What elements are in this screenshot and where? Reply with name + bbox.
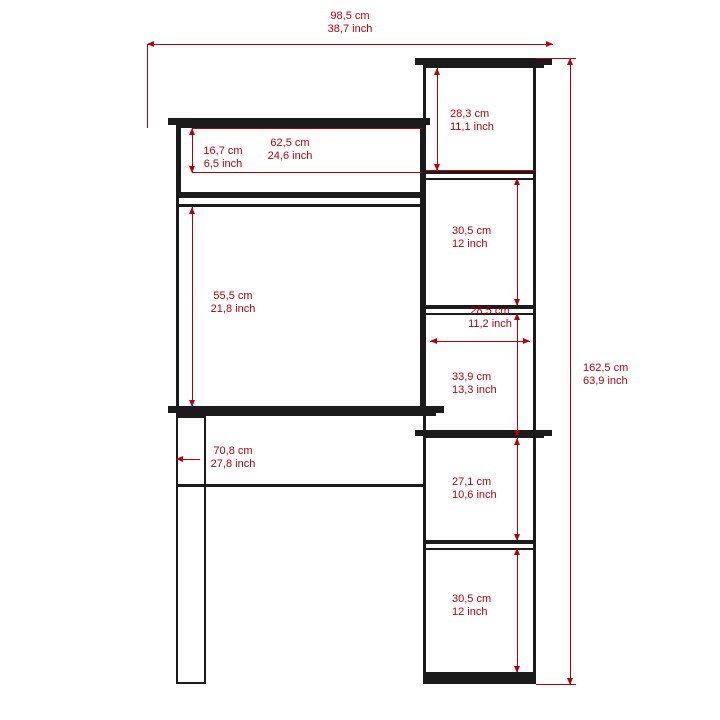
- dimension-hutch-shelf-width-inch: 24,6 inch: [267, 150, 313, 162]
- dimension-hutch-top-shelf-height-cm: 16,7 cm: [203, 145, 243, 157]
- dimension-tower-compartment-3-cm: 33,9 cm: [452, 371, 492, 383]
- dimension-hutch-top-shelf-height-arrow-up: [189, 128, 195, 135]
- dimension-overall-width-arrow-right: [546, 41, 553, 47]
- dimension-desk-upper-opening-inch: 21,8 inch: [210, 303, 256, 315]
- desk-top-surface-edge: [176, 413, 436, 416]
- dimension-overall-height-ext-top: [536, 58, 576, 59]
- dimension-tower-compartment-4-arrow-up: [514, 438, 520, 445]
- tower-shelf-3-edge: [423, 436, 544, 438]
- dimension-tower-compartment-3-arrow-down: [514, 430, 520, 437]
- dimension-tower-compartment-1-cm: 28,3 cm: [450, 108, 490, 120]
- tower-top-cap-edge: [423, 65, 544, 68]
- dimension-tower-compartment-2-inch: 12 inch: [452, 238, 488, 250]
- dimension-hutch-top-shelf-height-label: [185, 145, 261, 171]
- dimension-overall-width-cm: 98,5 cm: [330, 10, 370, 22]
- tower-bottom-feet: [423, 676, 536, 684]
- dimension-overall-width-line: [147, 44, 553, 45]
- dimension-overall-width-label: [285, 10, 415, 36]
- dimension-overall-height-ext-bottom: [536, 684, 576, 685]
- dimension-tower-compartment-5-line: [517, 548, 518, 672]
- dimension-hutch-top-shelf-height-inch: 6,5 inch: [203, 158, 243, 170]
- dimension-tower-compartment-3-line: [517, 313, 518, 436]
- dimension-tower-compartment-1-arrow-up: [434, 68, 440, 75]
- dimension-desk-leg-height-inch: 27,8 inch: [210, 458, 256, 470]
- dimension-overall-height-line: [570, 58, 571, 684]
- dimension-tower-compartment-3-arrow-up: [514, 313, 520, 320]
- dimension-tower-compartment-5-label: [452, 593, 542, 619]
- dimension-tower-compartment-5-cm: 30,5 cm: [452, 593, 492, 605]
- dimension-tower-compartment-4-arrow-down: [514, 534, 520, 541]
- dimension-tower-compartment-2-label: [452, 225, 542, 251]
- dimension-desk-upper-opening-label: [188, 290, 278, 316]
- dimension-tower-compartment-3-label: [452, 371, 542, 397]
- desk-apron: [176, 484, 423, 487]
- dimension-hutch-shelf-width-cm: 62,5 cm: [270, 137, 310, 149]
- dimension-tower-compartment-2-cm: 30,5 cm: [452, 225, 492, 237]
- hutch-top-board: [168, 118, 430, 125]
- dimension-tower-compartment-1-inch: 11,1 inch: [450, 121, 494, 133]
- dimension-tower-compartment-1-ext-bottom: [426, 170, 536, 171]
- dimension-desk-leg-height-cm: 70,8 cm: [213, 445, 253, 457]
- hutch-middle-shelf: [176, 192, 423, 198]
- dimension-overall-width-arrow-left: [147, 41, 154, 47]
- dimension-hutch-top-shelf-height-arrow-down: [189, 166, 195, 173]
- dimension-tower-compartment-4-inch: 10,6 inch: [452, 489, 497, 501]
- desk-top-surface: [168, 406, 444, 413]
- dimension-tower-shelf-width-arrow-right: [523, 338, 530, 344]
- dimension-tower-compartment-3-inch: 13,3 inch: [452, 384, 497, 396]
- dimension-tower-compartment-2-arrow-up: [514, 178, 520, 185]
- dimension-desk-upper-opening-cm: 55,5 cm: [213, 290, 253, 302]
- dimension-desk-upper-opening-arrow-up: [189, 207, 195, 214]
- dimension-tower-compartment-5-arrow-down: [514, 666, 520, 673]
- dimension-overall-height-label: [583, 362, 683, 388]
- hutch-top-cubby-left-edge: [179, 128, 181, 192]
- dimension-tower-shelf-width-inch: 11,2 inch: [468, 318, 512, 330]
- dimension-overall-width-extension-left: [147, 44, 148, 128]
- dimension-tower-shelf-width-line: [430, 341, 530, 342]
- dimension-hutch-shelf-width-line: [192, 128, 423, 129]
- dimension-overall-width-inch: 38,7 inch: [327, 23, 373, 35]
- tower-left-panel: [423, 65, 426, 684]
- dimension-tower-compartment-5-inch: 12 inch: [452, 606, 488, 618]
- hutch-middle-shelf-edge: [176, 204, 423, 207]
- tower-top-cap: [415, 58, 552, 65]
- dimension-tower-shelf-width-arrow-left: [430, 338, 437, 344]
- dimension-desk-upper-opening-arrow-down: [189, 400, 195, 407]
- dimension-tower-compartment-4-line: [517, 438, 518, 540]
- dimension-desk-leg-height-label: [188, 445, 278, 471]
- dimension-tower-compartment-1-line: [437, 68, 438, 170]
- dimension-hutch-shelf-width-line-lower: [192, 172, 423, 173]
- dimension-overall-height-cm: 162,5 cm: [583, 362, 629, 374]
- dimension-tower-compartment-2-line: [517, 178, 518, 305]
- dimension-desk-upper-opening-line: [192, 207, 193, 406]
- dimension-tower-compartment-5-arrow-up: [514, 548, 520, 555]
- dimension-desk-leg-height-arrow-left: [176, 456, 183, 462]
- dimension-overall-height-arrow-up: [567, 58, 573, 65]
- dimension-overall-height-inch: 63,9 inch: [583, 375, 628, 387]
- dimension-tower-compartment-4-label: [452, 476, 542, 502]
- dimension-tower-shelf-width-cm: 28,5 cm: [470, 305, 510, 317]
- dimension-tower-compartment-4-cm: 27,1 cm: [452, 476, 492, 488]
- dimension-tower-compartment-1-label: [450, 108, 540, 134]
- dimension-tower-shelf-width-label: [435, 305, 545, 331]
